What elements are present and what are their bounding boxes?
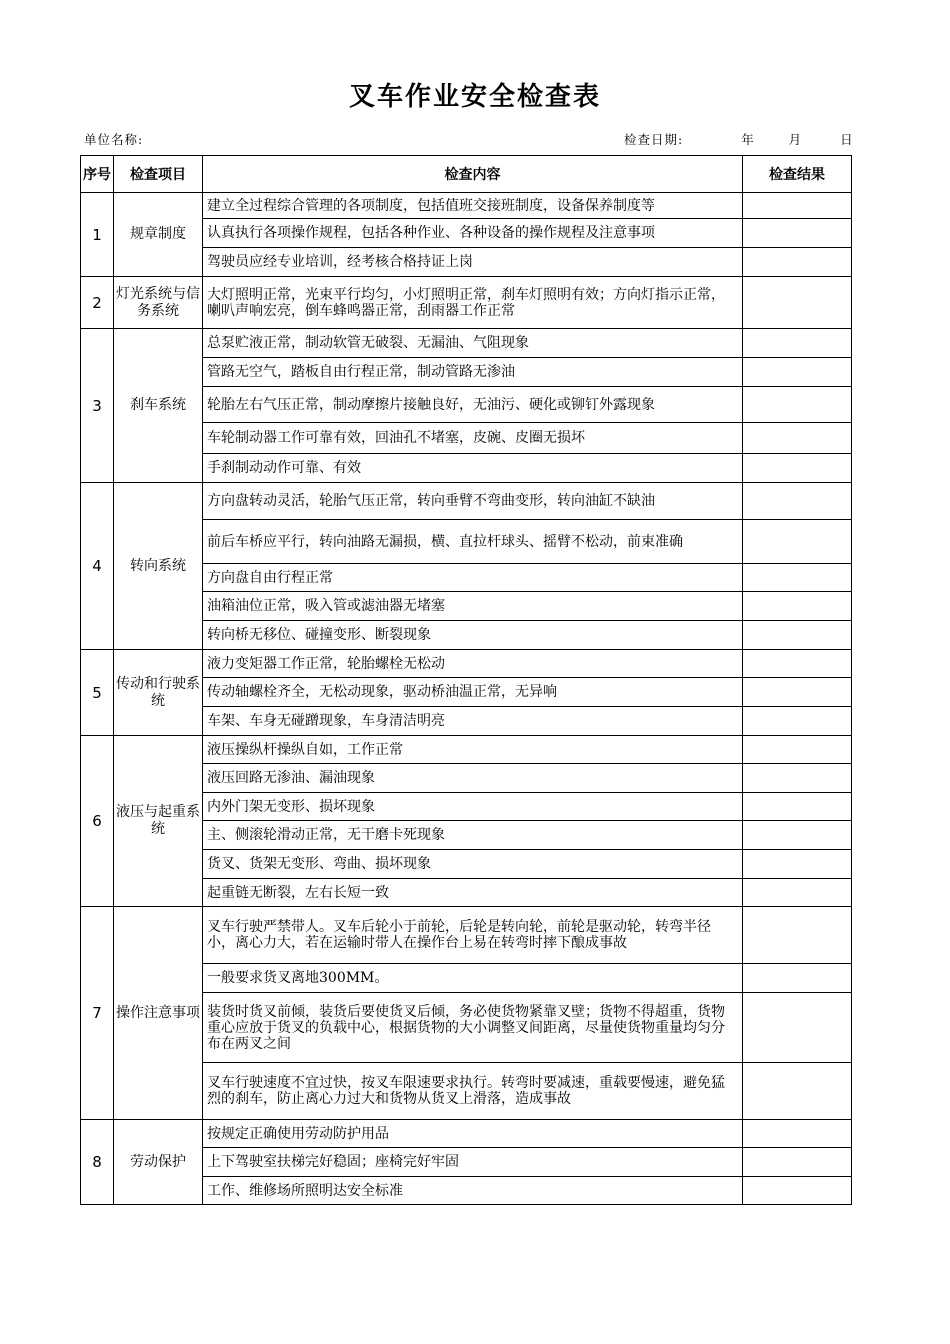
- item-number: 6: [81, 736, 114, 907]
- check-result-cell[interactable]: [743, 1148, 852, 1177]
- item-number: 1: [81, 193, 114, 277]
- check-category: 传动和行驶系统: [114, 650, 203, 736]
- check-content: 内外门架无变形、损坏现象: [203, 793, 743, 821]
- check-result-cell[interactable]: [743, 907, 852, 964]
- check-content: 管路无空气，踏板自由行程正常，制动管路无渗油: [203, 358, 743, 387]
- check-result-cell[interactable]: [743, 423, 852, 454]
- check-result-cell[interactable]: [743, 564, 852, 592]
- check-content: 手刹制动动作可靠、有效: [203, 454, 743, 483]
- check-content: 上下驾驶室扶梯完好稳固；座椅完好牢固: [203, 1148, 743, 1177]
- check-result-cell[interactable]: [743, 793, 852, 821]
- check-content: 液压操纵杆操纵自如，工作正常: [203, 736, 743, 764]
- check-result-cell[interactable]: [743, 736, 852, 764]
- check-content: 认真执行各项操作规程，包括各种作业、各种设备的操作规程及注意事项: [203, 219, 743, 248]
- check-content: 液压回路无渗油、漏油现象: [203, 764, 743, 793]
- check-content: 轮胎左右气压正常，制动摩擦片接触良好，无油污、硬化或铆钉外露现象: [203, 387, 743, 423]
- check-content: 叉车行驶速度不宜过快，按叉车限速要求执行。转弯时要减速，重载要慢速，避免猛烈的刹车，防止离心力过大和货物从货叉上滑落，造成事故: [203, 1063, 743, 1120]
- check-result-cell[interactable]: [743, 358, 852, 387]
- check-result-cell[interactable]: [743, 454, 852, 483]
- check-content: 工作、维修场所照明达安全标准: [203, 1177, 743, 1205]
- check-content: 驾驶员应经专业培训，经考核合格持证上岗: [203, 248, 743, 277]
- checklist-body: [81, 193, 852, 1205]
- check-content: 起重链无断裂，左右长短一致: [203, 879, 743, 907]
- item-number: 4: [81, 483, 114, 650]
- check-result-cell[interactable]: [743, 248, 852, 277]
- check-result-cell[interactable]: [743, 964, 852, 993]
- table-row: [81, 193, 852, 219]
- check-result-cell[interactable]: [743, 621, 852, 650]
- header-row: [81, 156, 852, 193]
- item-number: 7: [81, 907, 114, 1120]
- check-category: 操作注意事项: [114, 907, 203, 1120]
- check-category: 规章制度: [114, 193, 203, 277]
- document-title: 叉车作业安全检查表: [348, 82, 601, 112]
- check-category: 劳动保护: [114, 1120, 203, 1205]
- check-result-cell[interactable]: [743, 678, 852, 707]
- date-month: 月: [788, 132, 803, 147]
- check-content: 一般要求货叉离地300MM。: [203, 964, 743, 993]
- header-result: 检查结果: [743, 156, 852, 193]
- check-content: 按规定正确使用劳动防护用品: [203, 1120, 743, 1148]
- check-content: 传动轴螺栓齐全，无松动现象，驱动桥油温正常，无异响: [203, 678, 743, 707]
- check-result-cell[interactable]: [743, 193, 852, 219]
- check-content: 前后车桥应平行，转向油路无漏损，横、直拉杆球头、摇臂不松动，前束准确: [203, 520, 743, 564]
- check-result-cell[interactable]: [743, 879, 852, 907]
- check-content: 货叉、货架无变形、弯曲、损坏现象: [203, 850, 743, 879]
- check-result-cell[interactable]: [743, 1120, 852, 1148]
- unit-name-label: 单位名称:: [84, 132, 144, 147]
- check-result-cell[interactable]: [743, 850, 852, 879]
- check-content: 大灯照明正常，光束平行均匀，小灯照明正常，刹车灯照明有效；方向灯指示正常，喇叭声响宏亮，倒车蜂鸣器正常，刮雨器工作正常: [203, 277, 743, 329]
- check-content: 叉车行驶严禁带人。叉车后轮小于前轮，后轮是转向轮，前轮是驱动轮，转弯半径小，离心力大，若在运输时带人在操作台上易在转弯时摔下酿成事故: [203, 907, 743, 964]
- table-row: [81, 650, 852, 678]
- check-result-cell[interactable]: [743, 993, 852, 1063]
- check-result-cell[interactable]: [743, 1177, 852, 1205]
- check-content: 主、侧滚轮滑动正常，无干磨卡死现象: [203, 821, 743, 850]
- check-content: 车轮制动器工作可靠有效，回油孔不堵塞，皮碗、皮圈无损坏: [203, 423, 743, 454]
- item-number: 5: [81, 650, 114, 736]
- check-result-cell[interactable]: [743, 329, 852, 358]
- check-result-cell[interactable]: [743, 650, 852, 678]
- check-result-cell[interactable]: [743, 520, 852, 564]
- date-label: 检查日期:: [624, 132, 684, 147]
- date-day: 日: [840, 132, 854, 147]
- item-number: 2: [81, 277, 114, 329]
- check-result-cell[interactable]: [743, 483, 852, 520]
- check-category: 灯光系统与信务系统: [114, 277, 203, 329]
- check-result-cell[interactable]: [743, 592, 852, 621]
- table-row: [81, 277, 852, 329]
- check-result-cell[interactable]: [743, 277, 852, 329]
- check-content: 建立全过程综合管理的各项制度，包括值班交接班制度，设备保养制度等: [203, 193, 743, 219]
- check-category: 刹车系统: [114, 329, 203, 483]
- check-content: 车架、车身无碰蹭现象，车身清洁明亮: [203, 707, 743, 736]
- table-row: [81, 329, 852, 358]
- check-result-cell[interactable]: [743, 821, 852, 850]
- inspection-date: [624, 130, 854, 148]
- check-content: 装货时货叉前倾，装货后要使货叉后倾，务必使货物紧靠叉壁；货物不得超重，货物重心应放于货叉的负载中心，根据货物的大小调整叉间距离，尽量使货物重量均匀分布在两叉之间: [203, 993, 743, 1063]
- check-content: 方向盘自由行程正常: [203, 564, 743, 592]
- check-content: 油箱油位正常，吸入管或滤油器无堵塞: [203, 592, 743, 621]
- check-category: 液压与起重系统: [114, 736, 203, 907]
- table-row: [81, 1120, 852, 1148]
- check-content: 液力变矩器工作正常，轮胎螺栓无松动: [203, 650, 743, 678]
- item-number: 8: [81, 1120, 114, 1205]
- check-content: 转向桥无移位、碰撞变形、断裂现象: [203, 621, 743, 650]
- header-no: 序号: [81, 156, 114, 193]
- table-row: [81, 483, 852, 520]
- date-year: 年: [741, 132, 755, 147]
- item-number: 3: [81, 329, 114, 483]
- check-result-cell[interactable]: [743, 707, 852, 736]
- check-result-cell[interactable]: [743, 1063, 852, 1120]
- check-result-cell[interactable]: [743, 219, 852, 248]
- check-content: 总泵贮液正常，制动软管无破裂、无漏油、气阻现象: [203, 329, 743, 358]
- header-content: 检查内容: [203, 156, 743, 193]
- check-result-cell[interactable]: [743, 764, 852, 793]
- check-result-cell[interactable]: [743, 387, 852, 423]
- table-row: [81, 736, 852, 764]
- header-category: 检查项目: [114, 156, 203, 193]
- check-content: 方向盘转动灵活，轮胎气压正常，转向垂臂不弯曲变形，转向油缸不缺油: [203, 483, 743, 520]
- table-row: [81, 907, 852, 964]
- checklist-table: [80, 155, 852, 1205]
- check-category: 转向系统: [114, 483, 203, 650]
